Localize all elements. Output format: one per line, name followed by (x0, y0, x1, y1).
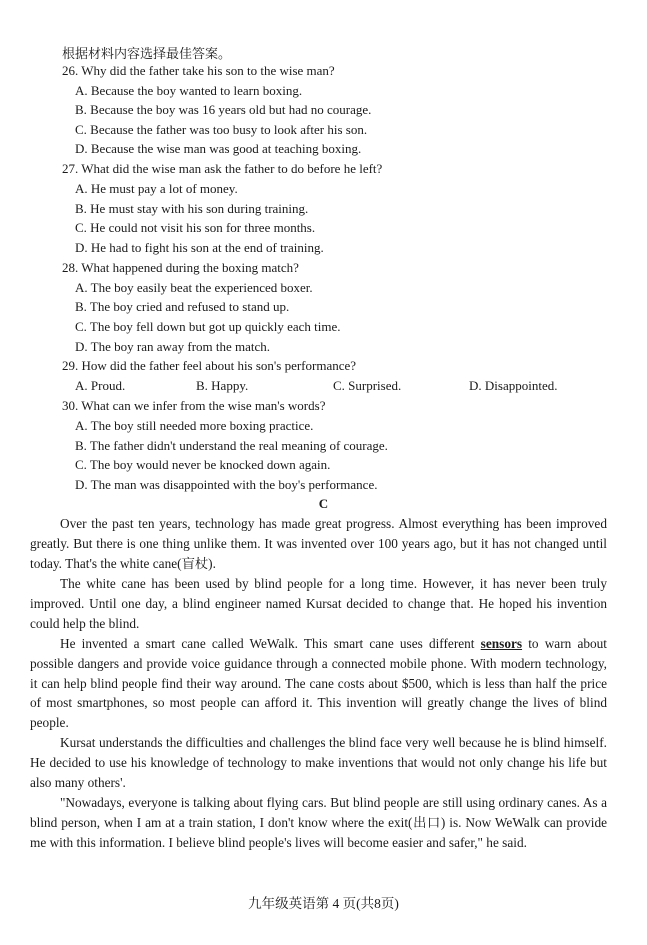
section-c-heading: C (318, 496, 329, 511)
question-27-option-a: A. He must pay a lot of money. (75, 181, 238, 196)
question-27-stem: 27. What did the wise man ask the father to do before he left? (62, 161, 383, 176)
question-30-option-c: C. The boy would never be knocked down again. (75, 457, 331, 472)
question-30-option-d: D. The man was disappointed with the boy's performance. (75, 477, 378, 492)
question-27-option-b: B. He must stay with his son during training. (75, 201, 309, 216)
passage-paragraph-1 (30, 514, 607, 573)
instruction-text: 根据材料内容选择最佳答案。 (62, 46, 232, 61)
passage-p3-text-before: He invented a smart cane called WeWalk. This smart cane uses different (60, 636, 481, 651)
question-28-stem: 28. What happened during the boxing match? (62, 260, 299, 275)
passage-p5-text: "Nowadays, everyone is talking about flying cars. But blind people are still using ordinary canes. As a blind person, when I am at a train station, I don't know where the exit(出口) is. Now WeWalk can provide me with this information. I believe blind people's lives will become easier and safer," he said. (30, 795, 607, 850)
question-26-stem: 26. Why did the father take his son to the wise man? (62, 63, 335, 78)
question-29-option-a: A. Proud. (75, 378, 126, 393)
question-26-option-b: B. Because the boy was 16 years old but had no courage. (75, 102, 372, 117)
page-footer: 九年级英语第 4 页(共8页) (248, 896, 399, 911)
question-30-option-a: A. The boy still needed more boxing practice. (75, 418, 314, 433)
question-26-option-d: D. Because the wise man was good at teaching boxing. (75, 141, 362, 156)
passage-paragraph-2 (30, 574, 607, 633)
question-28-option-d: D. The boy ran away from the match. (75, 339, 271, 354)
question-29-stem: 29. How did the father feel about his son's performance? (62, 358, 357, 373)
passage-paragraph-3 (30, 634, 607, 733)
question-28-option-a: A. The boy easily beat the experienced boxer. (75, 280, 313, 295)
question-26-option-c: C. Because the father was too busy to look after his son. (75, 122, 368, 137)
keyword-sensors: sensors (480, 636, 523, 651)
question-29-option-d: D. Disappointed. (469, 378, 558, 393)
passage-p4-text: Kursat understands the difficulties and challenges the blind face very well because he is blind himself. He decided to use his knowledge of technology to make inventions that would not only change his life but also many others'. (30, 735, 607, 790)
question-26-option-a: A. Because the boy wanted to learn boxing. (75, 83, 303, 98)
passage-p2-text: The white cane has been used by blind people for a long time. However, it has never been truly improved. Until one day, a blind engineer named Kursat decided to change that. He hoped his invention could help the blind. (30, 576, 607, 631)
question-27-option-d: D. He had to fight his son at the end of training. (75, 240, 324, 255)
passage-p3-text-after: to warn about possible dangers and provide voice guidance through a connected mobile phone. With modern technology, it can help blind people find their way around. The cane costs about $500, which is less than half the price of most smartphones, so most people can afford it. This invention will greatly change the lives of blind people. (30, 636, 607, 731)
passage-paragraph-5 (30, 793, 607, 852)
passage-paragraph-4 (30, 733, 607, 792)
question-28-option-b: B. The boy cried and refused to stand up. (75, 299, 290, 314)
question-27-option-c: C. He could not visit his son for three months. (75, 220, 316, 235)
question-28-option-c: C. The boy fell down but got up quickly each time. (75, 319, 341, 334)
question-29-option-b: B. Happy. (196, 378, 249, 393)
question-29-option-c: C. Surprised. (333, 378, 402, 393)
passage-p1-text: Over the past ten years, technology has made great progress. Almost everything has been improved greatly. But there is one thing unlike them. It was invented over 100 years ago, but it has not changed until today. That's the white cane(盲杖). (30, 516, 607, 571)
question-30-option-b: B. The father didn't understand the real meaning of courage. (75, 438, 388, 453)
question-30-stem: 30. What can we infer from the wise man's words? (62, 398, 326, 413)
